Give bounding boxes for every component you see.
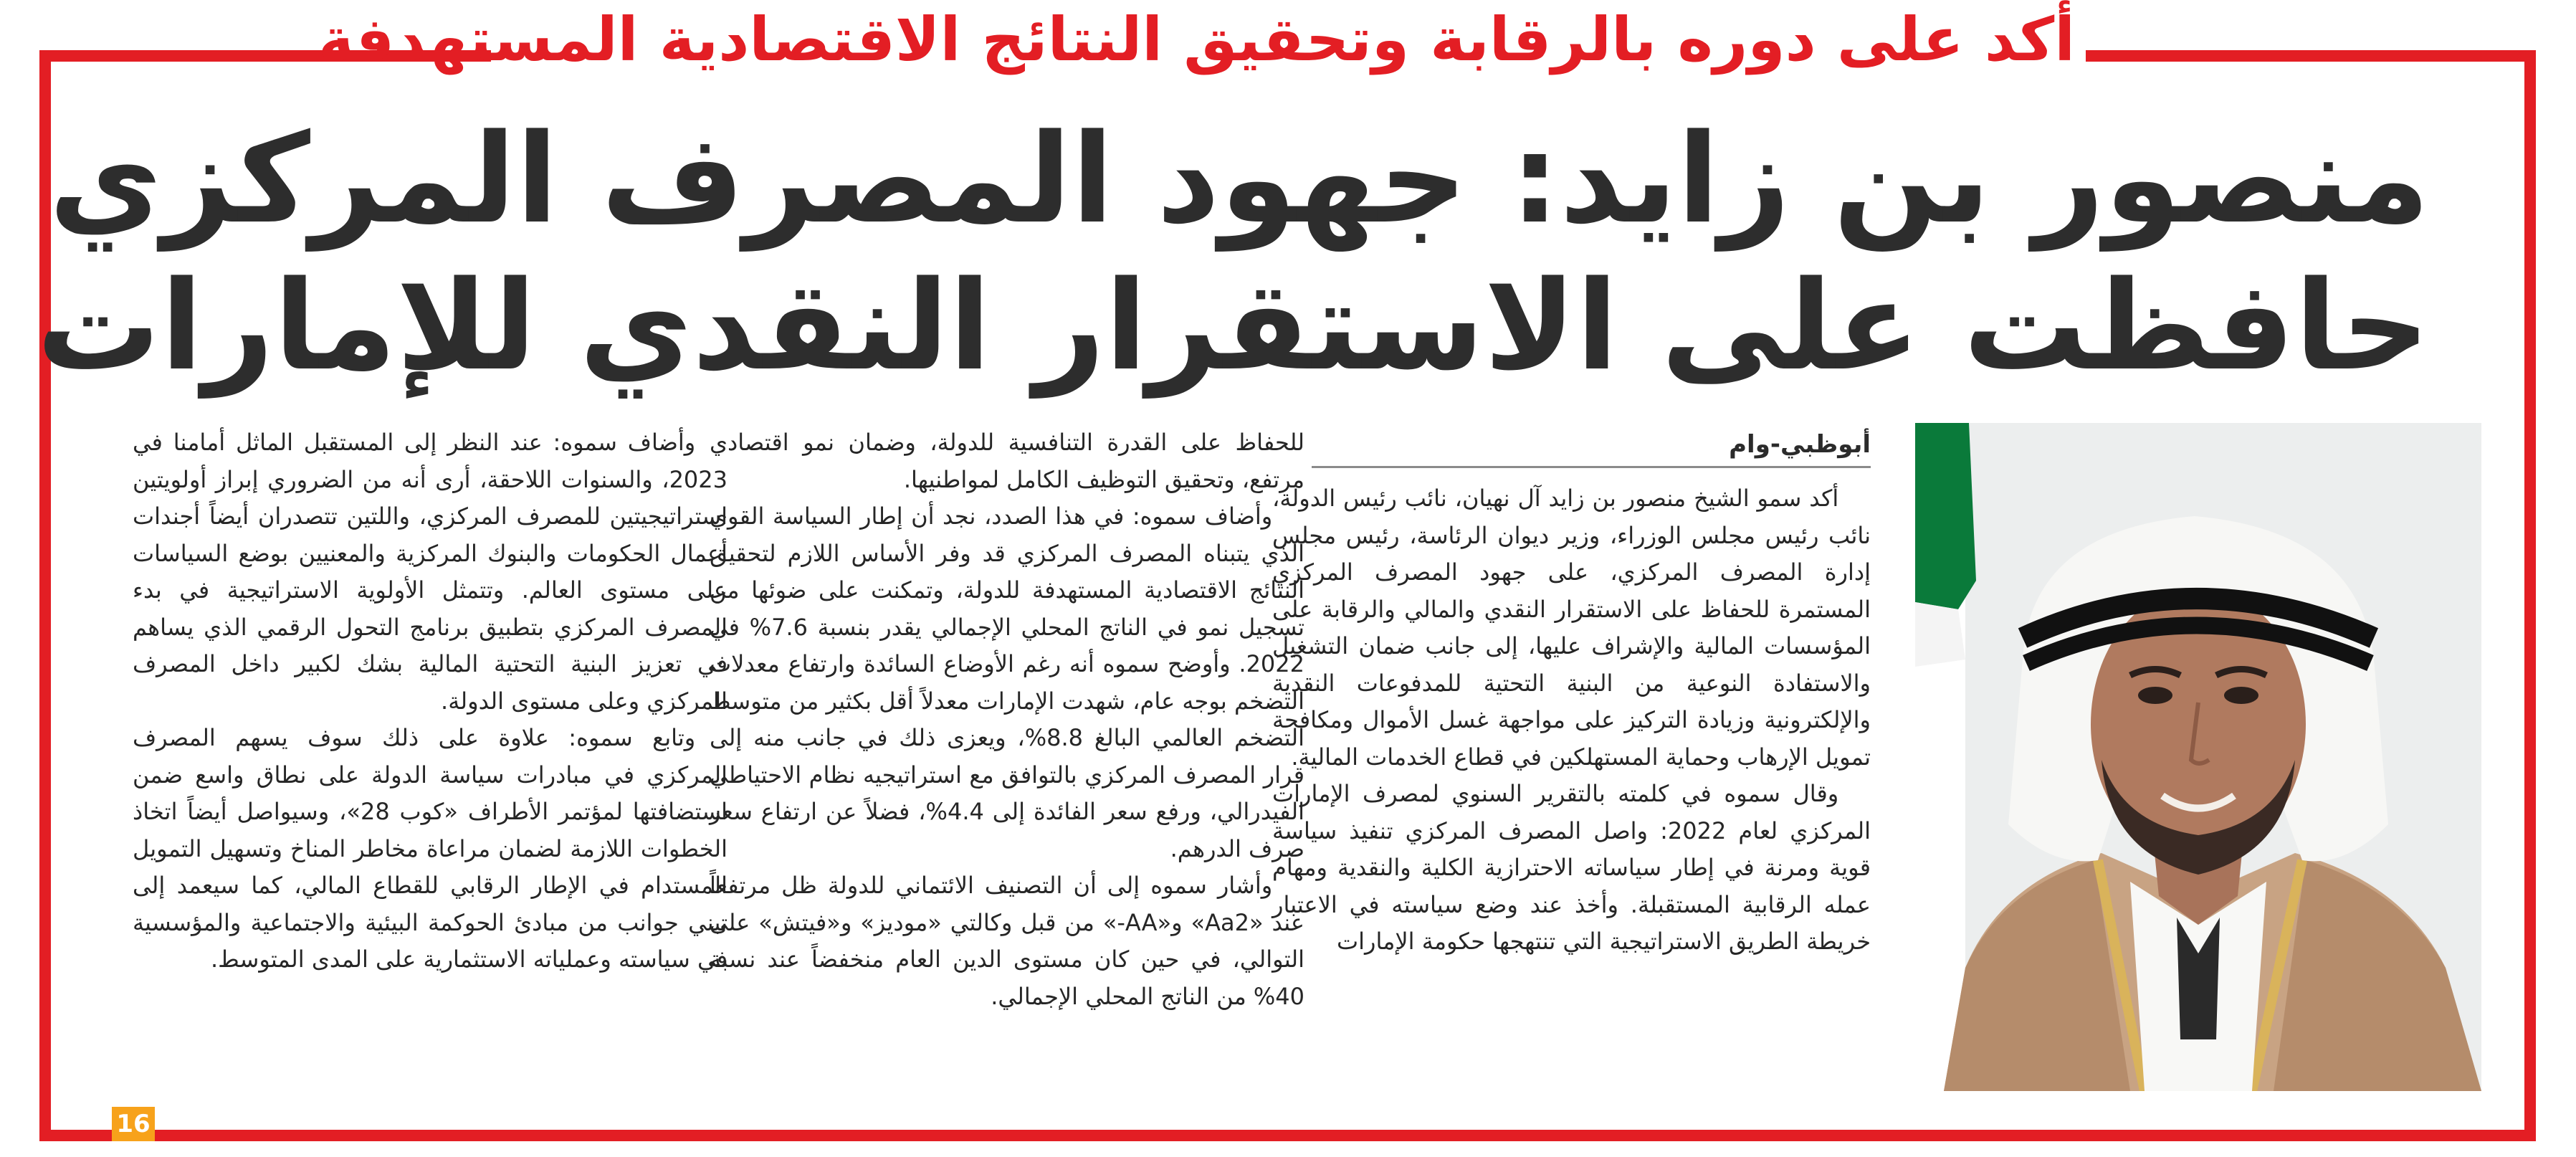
frame-bottom (39, 1130, 2536, 1141)
article-column-2 (710, 424, 1304, 1015)
column-3-paragraph: وتابع سموه: علاوة على ذلك سوف يسهم المصرف المركزي في مبادرات سياسة الدولة على نطاق واسع ضمن استضافتها لمؤتمر الأطراف «كوب 28»، وسيواصل أيضاً اتخاذ الخطوات اللازمة لضمان مراعاة مخاطر المناخ وتسهيل التمويل المستدام في الإطار الرقابي للقطاع المالي، كما سيعمد إلى تبني جوانب من مبادئ الحوكمة البيئية والاجتماعية والمؤسسية في سياسته وعملياته الاستثمارية على المدى المتوسط. (133, 724, 728, 973)
column-1-paragraph: أكد سمو الشيخ منصور بن زايد آل نهيان، نائب رئيس الدولة، نائب رئيس مجلس الوزراء، وزير ديوان الرئاسة، رئيس مجلس إدارة المصرف المركزي، على جهود المصرف المركزي المستمرة للحفاظ على الاستقرار النقدي والمالي والرقابة على المؤسسات المالية والإشراف عليها، إلى جانب ضمان التشغيل والاستفادة النوعية من البنية التحتية للمدفوعات النقدية والإلكترونية وزيادة التركيز على مواجهة غسل الأموال ومكافحة تمويل الإرهاب وحماية المستهلكين في قطاع الخدمات المالية. (1272, 485, 1871, 771)
article-kicker: أكد على دوره بالرقابة وتحقيق النتائج الاقتصادية المستهدفة (318, 4, 2075, 75)
portrait-illustration (1915, 423, 2481, 1091)
article-column-1 (1272, 480, 1871, 961)
column-2-paragraph: وأضاف سموه: في هذا الصدد، نجد أن إطار السياسة القوي الذي يتبناه المصرف المركزي قد وفر الأساس اللازم لتحقيق النتائج الاقتصادية المستهدفة للدولة، وتمكنت على ضوئها من تسجيل نمو في الناتج المحلي الإجمالي يقدر بنسبة 7.6% في 2022. وأوضح سموه أنه رغم الأوضاع السائدة وارتفاع معدلات التضخم بوجه عام، شهدت الإمارات معدلاً أقل بكثير من متوسط التضخم العالمي البالغ 8.8%، ويعزى ذلك في جانب منه إلى قرار المصرف المركزي بالتوافق مع استراتيجيه نظام الاحتياطي الفيدرالي، ورفع سعر الفائدة إلى 4.4%، فضلاً عن ارتفاع سعر صرف الدرهم. (710, 503, 1305, 862)
frame-right (2524, 50, 2536, 1141)
column-1-paragraph: وقال سموه في كلمته بالتقرير السنوي لمصرف الإمارات المركزي لعام 2022: واصل المصرف المركزي تنفيذ سياسة قوية ومرنة في إطار سياساته الاحترازية الكلية والنقدية ومهام عمله الرقابية المستقبلة. وأخذ عند وضع سياسته في الاعتبار خريطة الطريق الاستراتيجية التي تنتهجها حكومة الإمارات (1272, 780, 1871, 955)
headline-line-1: منصور بن زايد: جهود المصرف المركزي (49, 107, 2430, 251)
headline-line-2: حافظت على الاستقرار النقدي للإمارات (37, 254, 2430, 398)
article-column-3 (133, 424, 728, 979)
column-3-paragraph: وأضاف سموه: عند النظر إلى المستقبل الماثل أمامنا في 2023، والسنوات اللاحقة، أرى أنه من الضروري إبراز أولويتين استراتيجيتين للمصرف المركزي، واللتين تتصدران أيضاً أجندات أعمال الحكومات والبنوك المركزية والمعنيين بوضع السياسات على مستوى العالم. وتتمثل الأولوية الاستراتيجية في بدء المصرف المركزي بتطبيق برنامج التحول الرقمي الذي يساهم في تعزيز البنية التحتية المالية بشك لكبير داخل المصرف المركزي وعلى مستوى الدولة. (133, 429, 728, 715)
portrait-photo (1915, 423, 2481, 1091)
page-number: 16 (112, 1107, 155, 1141)
column-2-paragraph: للحفاظ على القدرة التنافسية للدولة، وضمان نمو اقتصادي مرتفع، وتحقيق التوظيف الكامل لمواطنيها. (710, 429, 1304, 493)
article-dateline: أبوظبي-وام (1312, 429, 1871, 468)
frame-top-right (2086, 50, 2536, 62)
column-2-paragraph: وأشار سموه إلى أن التصنيف الائتماني للدولة ظل مرتفعاً عند «Aa2» و«AA-» من قبل وكالتي «موديز» و«فيتش» على التوالي، في حين كان مستوى الدين العام منخفضاً عند نسبة 40% من الناتج المحلي الإجمالي. (710, 872, 1305, 1010)
